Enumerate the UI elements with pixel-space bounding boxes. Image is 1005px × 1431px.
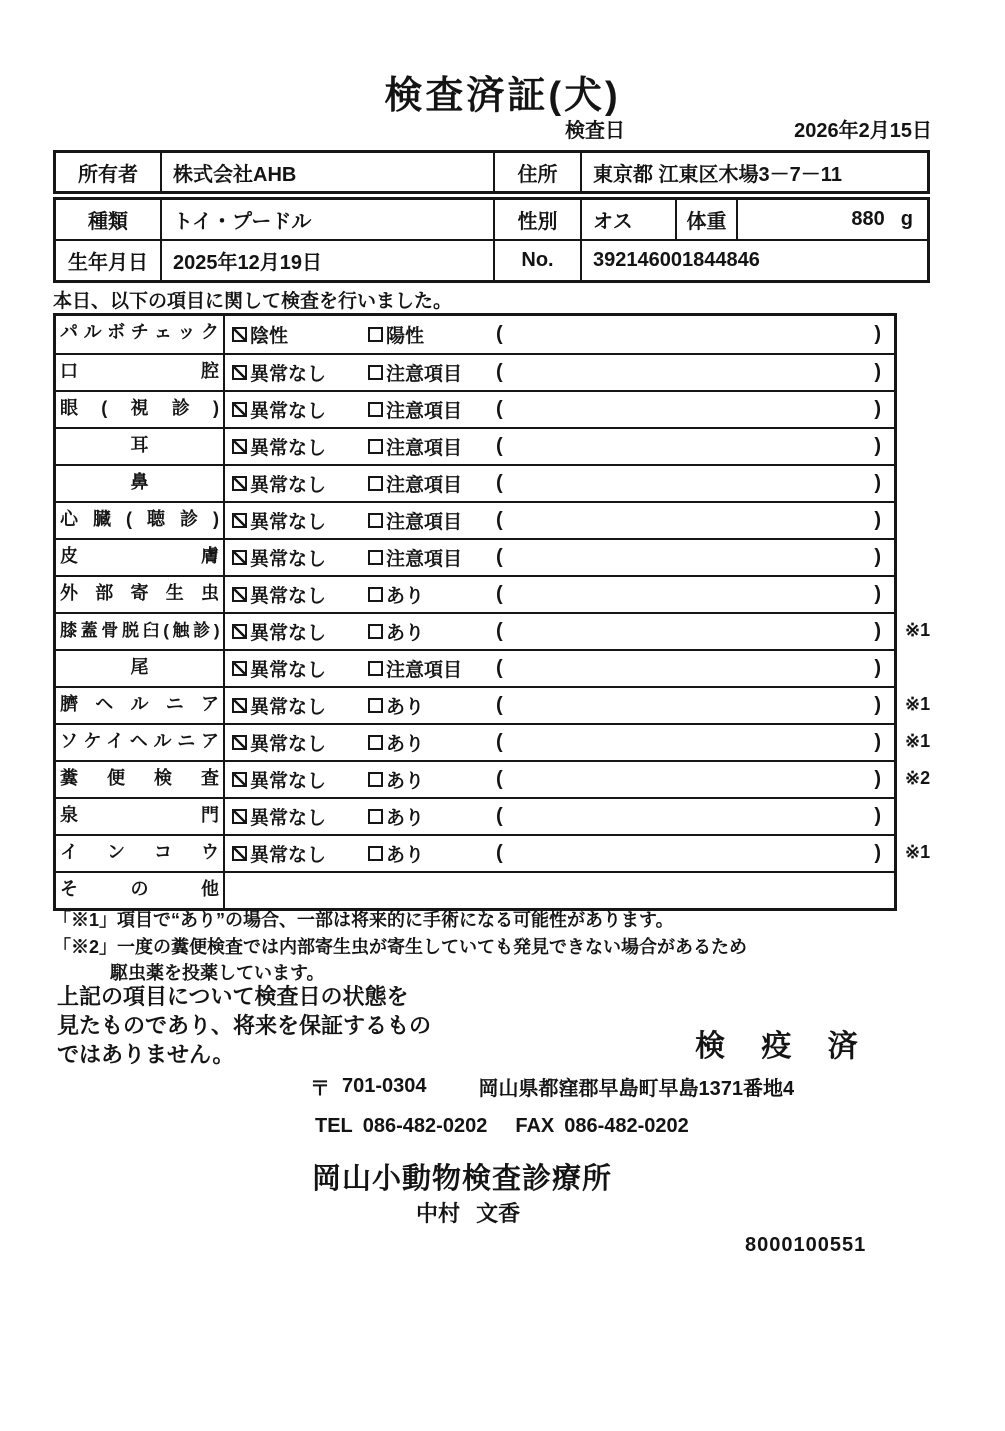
paren-close: ) — [874, 509, 881, 531]
birthdate-label: 生年月日 — [68, 252, 148, 274]
checkbox-unchecked-icon — [368, 550, 383, 565]
paren-close: ) — [874, 657, 881, 679]
exam-table — [53, 313, 931, 911]
option-label: 異常なし — [250, 438, 327, 459]
paren-close: ) — [874, 768, 881, 790]
exam-item-label: 眼(視診) — [56, 392, 225, 427]
exam-date-value: 2026年2月15日 — [794, 120, 932, 142]
exam-item-label: 皮膚 — [56, 540, 225, 575]
weight-label: 体重 — [675, 200, 736, 239]
table-row — [56, 834, 931, 871]
option-label: あり — [386, 771, 425, 792]
exam-row-content — [225, 725, 894, 760]
option-label: 注意項目 — [386, 475, 463, 496]
table-row — [56, 760, 931, 797]
paren-open: ( — [496, 472, 503, 494]
paren-close: ) — [874, 620, 881, 642]
exam-item-label: 泉門 — [56, 799, 225, 834]
sex-value: オス — [580, 200, 675, 239]
birth-no-row — [56, 239, 927, 280]
option-label: 異常なし — [250, 512, 327, 533]
postal-code: 701-0304 — [342, 1075, 427, 1097]
result-option-2 — [368, 729, 496, 756]
table-row — [56, 686, 931, 723]
result-option-1 — [232, 840, 368, 867]
paren-close: ) — [874, 805, 881, 827]
exam-row-content — [225, 577, 894, 612]
option-label: あり — [386, 697, 425, 718]
table-row — [56, 316, 894, 353]
result-option-2 — [368, 618, 496, 645]
option-label: あり — [386, 586, 425, 607]
paren-close: ) — [874, 435, 881, 457]
disclaimer-statement — [57, 982, 431, 1069]
checkbox-checked-icon — [232, 846, 247, 861]
tel-label: TEL — [315, 1115, 353, 1137]
result-option-2 — [368, 803, 496, 830]
footnote-1: 「※1」項目で“あり”の場合、一部は将来的に手術になる可能性があります。 — [53, 910, 674, 930]
clinic-address: 岡山県都窪郡早島町早島1371番地4 — [478, 1078, 795, 1100]
number-label: No. — [493, 241, 580, 280]
exam-row-content — [225, 503, 894, 538]
paren-open: ( — [496, 694, 503, 716]
quarantine-stamp: 検 疫 済 — [695, 1030, 872, 1063]
option-label: 異常なし — [250, 808, 327, 829]
option-label: 注意項目 — [386, 660, 463, 681]
option-label: 異常なし — [250, 475, 327, 496]
clinic-phone-row — [315, 1115, 689, 1138]
owner-value: 株式会社AHB — [160, 153, 493, 191]
checkbox-checked-icon — [232, 513, 247, 528]
option-label: 異常なし — [250, 586, 327, 607]
table-row — [56, 797, 894, 834]
checkbox-unchecked-icon — [368, 439, 383, 454]
result-option-1 — [232, 581, 368, 608]
result-option-2 — [368, 544, 496, 571]
result-option-2 — [368, 692, 496, 719]
result-option-1 — [232, 692, 368, 719]
checkbox-unchecked-icon — [368, 698, 383, 713]
option-label: 異常なし — [250, 845, 327, 866]
row-note: ※1 — [905, 842, 931, 862]
page-title: 検査済証(犬) — [384, 75, 621, 117]
paren-close: ) — [874, 731, 881, 753]
exam-item-label: パルボチェック — [56, 316, 225, 353]
table-row — [56, 612, 931, 649]
exam-item-label: 心臓(聴診) — [56, 503, 225, 538]
clinic-name: 岡山小動物検査診療所 — [312, 1163, 613, 1195]
exam-row-content — [225, 392, 894, 427]
checkbox-unchecked-icon — [368, 772, 383, 787]
pet-info-table — [53, 197, 930, 283]
option-label: 異常なし — [250, 549, 327, 570]
paren-close: ) — [874, 546, 881, 568]
breed-sex-weight-row — [56, 200, 927, 239]
exam-item-label: 尾 — [56, 651, 225, 686]
exam-row-content — [225, 688, 894, 723]
document-number: 8000100551 — [745, 1234, 867, 1256]
exam-row-content — [225, 614, 894, 649]
checkbox-unchecked-icon — [368, 402, 383, 417]
option-label: 陽性 — [386, 326, 425, 347]
result-option-1 — [232, 470, 368, 497]
checkbox-checked-icon — [232, 365, 247, 380]
option-label: 異常なし — [250, 660, 327, 681]
exam-item-label: その他 — [56, 873, 225, 908]
paren-close: ) — [874, 694, 881, 716]
option-label: 注意項目 — [386, 364, 463, 385]
paren-open: ( — [496, 768, 503, 790]
exam-row-content — [225, 836, 894, 871]
table-row — [56, 427, 894, 464]
exam-row-content — [225, 540, 894, 575]
paren-close: ) — [874, 398, 881, 420]
owner-label: 所有者 — [78, 163, 138, 186]
option-label: あり — [386, 734, 425, 755]
exam-row-content — [225, 799, 894, 834]
exam-item-label: 耳 — [56, 429, 225, 464]
postal-mark-icon: 〒 — [310, 1078, 330, 1100]
checkbox-checked-icon — [232, 624, 247, 639]
address-value: 東京都 江東区木場3－7－11 — [580, 153, 927, 191]
option-label: 陰性 — [250, 326, 289, 347]
owner-row — [56, 153, 927, 191]
checkbox-unchecked-icon — [368, 846, 383, 861]
checkbox-checked-icon — [232, 735, 247, 750]
row-note: ※1 — [905, 620, 931, 640]
checkbox-checked-icon — [232, 402, 247, 417]
checkbox-checked-icon — [232, 439, 247, 454]
exam-date-label: 検査日 — [565, 120, 625, 142]
paren-close: ) — [874, 472, 881, 494]
paren-open: ( — [496, 509, 503, 531]
checkbox-unchecked-icon — [368, 365, 383, 380]
option-label: あり — [386, 808, 425, 829]
paren-open: ( — [496, 620, 503, 642]
option-label: 注意項目 — [386, 401, 463, 422]
result-option-1 — [232, 544, 368, 571]
exam-item-label: 鼻 — [56, 466, 225, 501]
row-note: ※1 — [905, 731, 931, 751]
table-row — [56, 464, 894, 501]
option-label: 異常なし — [250, 401, 327, 422]
paren-close: ) — [874, 842, 881, 864]
checkbox-unchecked-icon — [368, 513, 383, 528]
checkbox-unchecked-icon — [368, 661, 383, 676]
checkbox-checked-icon — [232, 327, 247, 342]
fax-value: 086-482-0202 — [564, 1115, 689, 1137]
result-option-2 — [368, 581, 496, 608]
tel-value: 086-482-0202 — [362, 1115, 488, 1137]
paren-close: ) — [874, 583, 881, 605]
exam-row-content — [225, 429, 894, 464]
exam-item-label: 膝蓋骨脱臼(触診) — [56, 614, 225, 649]
sex-label: 性別 — [493, 200, 580, 239]
weight-cell — [736, 200, 927, 239]
table-row — [56, 649, 894, 686]
option-label: 異常なし — [250, 734, 327, 755]
clinic-address-row — [310, 1072, 794, 1101]
checkbox-unchecked-icon — [368, 735, 383, 750]
row-note: ※1 — [905, 694, 931, 714]
exam-item-label: 口腔 — [56, 355, 225, 390]
exam-row-content — [225, 466, 894, 501]
result-option-1 — [232, 507, 368, 534]
result-option-1 — [232, 803, 368, 830]
paren-open: ( — [496, 731, 503, 753]
disclaimer-line: 上記の項目について検査日の状態を — [57, 984, 409, 1009]
checkbox-checked-icon — [232, 772, 247, 787]
result-option-1 — [232, 766, 368, 793]
table-row — [56, 575, 894, 612]
option-label: 注意項目 — [386, 512, 463, 533]
exam-item-label: 外部寄生虫 — [56, 577, 225, 612]
paren-open: ( — [496, 842, 503, 864]
result-option-1 — [232, 655, 368, 682]
paren-close: ) — [874, 361, 881, 383]
checkbox-unchecked-icon — [368, 476, 383, 491]
paren-open: ( — [496, 323, 503, 345]
option-label: あり — [386, 623, 425, 644]
weight-value: 880 — [851, 208, 885, 230]
table-row — [56, 538, 894, 575]
checkbox-unchecked-icon — [368, 809, 383, 824]
option-label: 異常なし — [250, 623, 327, 644]
disclaimer-line: ではありません。 — [57, 1042, 235, 1067]
checkbox-unchecked-icon — [368, 327, 383, 342]
weight-unit: g — [900, 208, 913, 230]
option-label: 異常なし — [250, 364, 327, 385]
checkbox-checked-icon — [232, 661, 247, 676]
exam-row-content — [225, 762, 894, 797]
option-label: 注意項目 — [386, 549, 463, 570]
result-option-2 — [368, 655, 496, 682]
option-label: あり — [386, 845, 425, 866]
owner-table — [53, 150, 930, 194]
exam-row-content — [225, 873, 894, 908]
table-row — [56, 501, 894, 538]
checkbox-unchecked-icon — [368, 587, 383, 602]
paren-open: ( — [496, 546, 503, 568]
exam-row-content — [225, 316, 894, 353]
option-label: 異常なし — [250, 697, 327, 718]
exam-item-label: 糞便検査 — [56, 762, 225, 797]
table-row — [56, 871, 894, 908]
number-value: 392146001844846 — [580, 241, 927, 280]
result-option-1 — [232, 618, 368, 645]
result-option-1 — [232, 729, 368, 756]
disclaimer-line: 見たものであり、将来を保証するもの — [57, 1013, 432, 1038]
paren-open: ( — [496, 398, 503, 420]
breed-value: トイ・プードル — [160, 200, 493, 239]
birthdate-value: 2025年12月19日 — [160, 241, 493, 280]
option-label: 異常なし — [250, 771, 327, 792]
result-option-2 — [368, 507, 496, 534]
paren-close: ) — [874, 323, 881, 345]
checkbox-checked-icon — [232, 476, 247, 491]
result-option-1 — [232, 321, 368, 348]
result-option-2 — [368, 766, 496, 793]
option-label: 注意項目 — [386, 438, 463, 459]
result-option-2 — [368, 359, 496, 386]
footnote-2: 「※2」一度の糞便検査では内部寄生虫が寄生していても発見できない場合があるため — [53, 937, 748, 957]
exam-date-row — [565, 114, 932, 143]
breed-label: 種類 — [88, 211, 128, 233]
result-option-2 — [368, 433, 496, 460]
paren-open: ( — [496, 657, 503, 679]
result-option-2 — [368, 840, 496, 867]
exam-item-label: 臍ヘルニア — [56, 688, 225, 723]
checkbox-unchecked-icon — [368, 624, 383, 639]
paren-open: ( — [496, 361, 503, 383]
table-row — [56, 390, 894, 427]
checkbox-checked-icon — [232, 550, 247, 565]
row-note: ※2 — [905, 768, 931, 788]
checkbox-checked-icon — [232, 587, 247, 602]
table-row — [56, 353, 894, 390]
footnote-2-continued: 駆虫薬を投薬しています。 — [110, 963, 325, 983]
paren-open: ( — [496, 435, 503, 457]
veterinarian-name: 中村 文香 — [416, 1201, 521, 1226]
checkbox-checked-icon — [232, 809, 247, 824]
exam-row-content — [225, 651, 894, 686]
exam-item-label: インコウ — [56, 836, 225, 871]
fax-label: FAX — [515, 1115, 555, 1137]
exam-row-content — [225, 355, 894, 390]
result-option-1 — [232, 396, 368, 423]
intro-text: 本日、以下の項目に関して検査を行いました。 — [53, 291, 453, 312]
paren-open: ( — [496, 805, 503, 827]
table-row — [56, 723, 931, 760]
checkbox-checked-icon — [232, 698, 247, 713]
result-option-1 — [232, 359, 368, 386]
result-option-1 — [232, 433, 368, 460]
result-option-2 — [368, 321, 496, 348]
result-option-2 — [368, 470, 496, 497]
paren-open: ( — [496, 583, 503, 605]
exam-item-label: ソケイヘルニア — [56, 725, 225, 760]
result-option-2 — [368, 396, 496, 423]
address-label: 住所 — [493, 153, 580, 191]
